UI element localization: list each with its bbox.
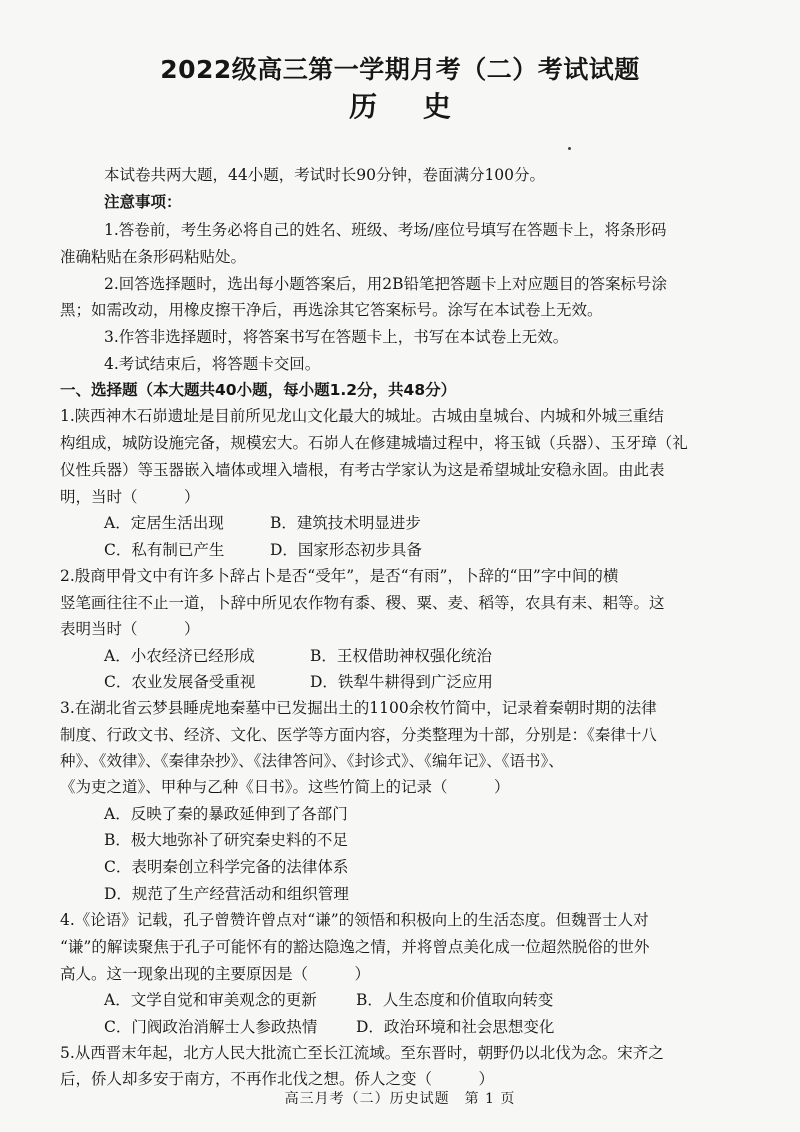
q1-option-b[interactable]: B．建筑技术明显进步 bbox=[270, 514, 421, 532]
q4-option-row bbox=[104, 1015, 554, 1039]
notice-item-2-line-2: 黑；如需改动，用橡皮擦干净后，再选涂其它答案标号。涂写在本试卷上无效。 bbox=[60, 301, 603, 319]
q2-option-b[interactable]: B．王权借助神权强化统治 bbox=[310, 647, 492, 665]
q1-option-row bbox=[104, 511, 421, 535]
notice-item-4: 4.考试结束后，将答题卡交回。 bbox=[104, 355, 321, 373]
notice-heading: 注意事项： bbox=[104, 193, 182, 211]
page-footer: 高三月考（二）历史试题 第 1 页 bbox=[284, 1091, 516, 1107]
q4-option-a[interactable]: A．文学自觉和审美观念的更新 bbox=[104, 991, 317, 1009]
q2-option-a[interactable]: A．小农经济已经形成 bbox=[104, 647, 255, 665]
section-heading: 一、选择题（本大题共40小题，每小题1.2分，共48分） bbox=[60, 381, 457, 399]
q1-option-c[interactable]: C．私有制已产生 bbox=[104, 541, 225, 559]
q1-stem-line: 明，当时（ ） bbox=[60, 488, 200, 506]
q1-option-a[interactable]: A．定居生活出现 bbox=[104, 514, 224, 532]
scan-speck bbox=[568, 147, 571, 150]
q2-option-row bbox=[104, 670, 493, 694]
q1-stem-line: 仪性兵器）等玉器嵌入墙体或埋入墙根，有考古学家认为这是希望城址安稳永固。由此表 bbox=[60, 461, 665, 479]
q3-stem-line: 3.在湖北省云梦县睡虎地秦墓中已发掘出土的1100余枚竹简中，记录着秦朝时期的法律 bbox=[60, 699, 657, 717]
q4-option-d[interactable]: D．政治环境和社会思想变化 bbox=[356, 1018, 555, 1036]
q1-stem-line: 构组成，城防设施完备，规模宏大。石峁人在修建城墙过程中，将玉钺（兵器）、玉牙璋（礼 bbox=[60, 434, 688, 452]
q2-stem-line: 表明当时（ ） bbox=[60, 620, 200, 638]
q3-option-a[interactable]: A．反映了秦的暴政延伸到了各部门 bbox=[104, 805, 348, 823]
q3-stem-line: 制度、行政文书、经济、文化、医学等方面内容，分类整理为十部，分别是：《秦律十八 bbox=[60, 726, 657, 744]
q4-option-b[interactable]: B．人生态度和价值取向转变 bbox=[356, 991, 554, 1009]
q1-stem-line: 1.陕西神木石峁遗址是目前所见龙山文化最大的城址。古城由皇城台、内城和外城三重结 bbox=[60, 407, 664, 425]
q2-option-d[interactable]: D．铁犁牛耕得到广泛应用 bbox=[310, 673, 493, 691]
notice-item-1-line-2: 准确粘贴在条形码粘贴处。 bbox=[60, 248, 247, 266]
q1-option-row bbox=[104, 538, 422, 562]
q3-option-b[interactable]: B．极大地弥补了研究秦史料的不足 bbox=[104, 831, 348, 849]
q4-option-c[interactable]: C．门阀政治消解士人参政热情 bbox=[104, 1018, 318, 1036]
q2-option-c[interactable]: C．农业发展备受重视 bbox=[104, 673, 256, 691]
subject-title: 历 史 bbox=[349, 90, 469, 123]
q2-option-row bbox=[104, 644, 492, 668]
q4-option-row bbox=[104, 988, 553, 1012]
q5-stem-line: 后，侨人却多安于南方，不再作北伐之想。侨人之变（ ） bbox=[60, 1070, 495, 1088]
q4-stem-line: 高人。这一现象出现的主要原因是（ ） bbox=[60, 965, 371, 983]
q2-stem-line: 竖笔画往往不止一道，卜辞中所见农作物有黍、稷、粟、麦、稻等，农具有耒、耜等。这 bbox=[60, 594, 665, 612]
notice-item-1-line-1: 1.答卷前，考生务必将自己的姓名、班级、考场/座位号填写在答题卡上，将条形码 bbox=[104, 221, 667, 239]
q3-option-d[interactable]: D．规范了生产经营活动和组织管理 bbox=[104, 885, 349, 903]
q3-stem-line: 种》、《效律》、《秦律杂抄》、《法律答问》、《封诊式》、《编年记》、《语书》、 bbox=[60, 752, 564, 770]
q3-stem-line: 《为吏之道》、甲种与乙种《日书》。这些竹简上的记录（ ） bbox=[60, 778, 510, 796]
q4-stem-line: 4.《论语》记载，孔子曾赞许曾点对“谦”的领悟和积极向上的生活态度。但魏晋士人对 bbox=[60, 911, 649, 929]
notice-item-3: 3.作答非选择题时，将答案书写在答题卡上，书写在本试卷上无效。 bbox=[104, 328, 569, 346]
q4-stem-line: “谦”的解读聚焦于孔子可能怀有的豁达隐逸之情，并将曾点美化成一位超然脱俗的世外 bbox=[60, 938, 650, 956]
q3-option-c[interactable]: C．表明秦创立科学完备的法律体系 bbox=[104, 858, 349, 876]
q2-stem-line: 2.殷商甲骨文中有许多卜辞占卜是否“受年”，是否“有雨”，卜辞的“田”字中间的横 bbox=[60, 567, 619, 585]
intro-text: 本试卷共两大题，44小题，考试时长90分钟，卷面满分100分。 bbox=[104, 166, 546, 184]
q1-option-d[interactable]: D．国家形态初步具备 bbox=[270, 541, 422, 559]
notice-item-2-line-1: 2.回答选择题时，选出每小题答案后，用2B铅笔把答题卡上对应题目的答案标号涂 bbox=[104, 275, 668, 293]
q5-stem-line: 5.从西晋末年起，北方人民大批流亡至长江流域。至东晋时，朝野仍以北伐为念。宋齐之 bbox=[60, 1044, 664, 1062]
exam-title: 2022级高三第一学期月考（二）考试试题 bbox=[160, 55, 640, 84]
